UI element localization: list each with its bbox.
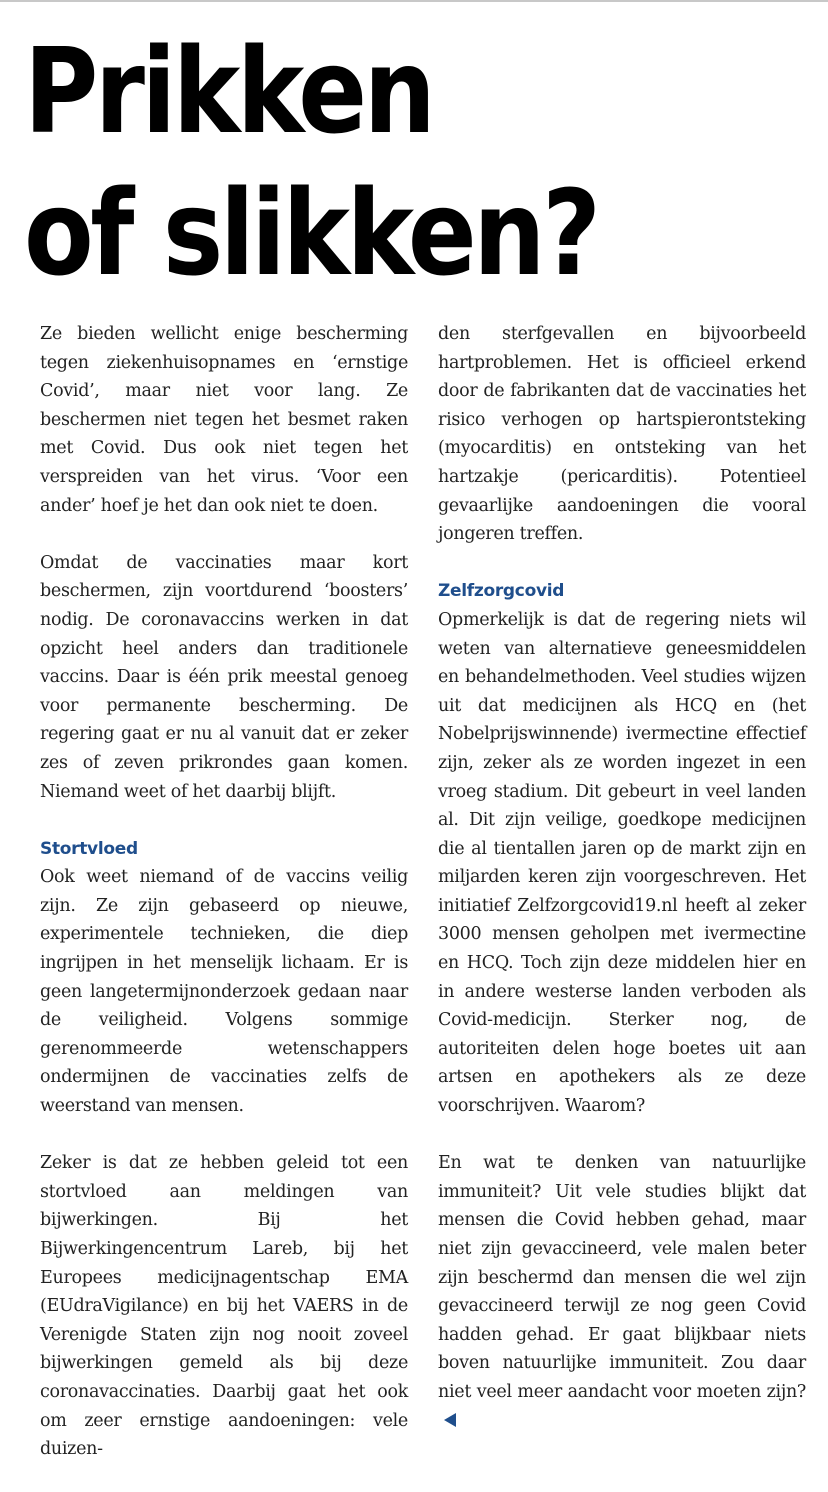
paragraph: Ook weet niemand of de vaccins veilig zijn. Ze zijn gebaseerd op nieuwe, experimentele technieken, die diep ingrijpen in het menselijk lichaam. Er is geen langetermijnonderzoek gedaan naar de veiligheid. Volgens sommige gerenommeerde wetenschappers ondermijnen de vaccinaties zelfs de weerstand van mensen. [40, 867, 408, 1117]
top-border [0, 0, 828, 2]
left-column [40, 320, 408, 1492]
end-of-article-triangle-icon [444, 1413, 456, 1427]
paragraph: den sterfgevallen en bijvoorbeeld hartproblemen. Het is officieel erkend door de fabrikanten dat de vaccinaties het risico verhogen op hartspierontsteking (myocarditis) en ontsteking van het hartzakje (pericarditis). Potentieel gevaarlijke aandoeningen die vooral jongeren treffen. [438, 324, 806, 545]
headline-line-2: of slikken? [24, 164, 598, 302]
headline [24, 20, 598, 304]
paragraph: Opmerkelijk is dat de regering niets wil weten van alternatieve geneesmiddelen en behandelmethoden. Veel studies wijzen uit dat medicijnen als HCQ en (het Nobelprijswinnende) ivermectine effectief zijn, zeker als ze worden ingezet in een vroeg stadium. Dit gebeurt in veel landen al. Dit zijn veilige, goedkope medicijnen die al tientallen jaren op de markt zijn en miljarden keren zijn voorgeschreven. Het initiatief Zelfzorgcovid19.nl heeft al zeker 3000 mensen geholpen met ivermectine en HCQ. Toch zijn deze middelen hier en in andere westerse landen verboden als Covid-medicijn. Sterker nog, de autoriteiten delen hoge boetes uit aan artsen en apothekers als ze deze voorschrijven. Waarom? [438, 609, 806, 1117]
final-paragraph [438, 1149, 806, 1435]
paragraph: Zeker is dat ze hebben geleid tot een stortvloed aan meldingen van bijwerkingen. Bij het Bijwerkingencentrum Lareb, bij het Europees medicijnagentschap EMA (EUdraVigilance) en bij het VAERS in de Verenigde Staten zijn nog nooit zoveel bijwerkingen gemeld als bij deze coronavaccinaties. Daarbij gaat het ook om zeer ernstige aandoeningen: vele duizen- [40, 1153, 408, 1460]
headline-line-1: Prikken [24, 22, 433, 160]
subheading-stortvloed: Stortvloed [40, 838, 138, 859]
right-column [438, 320, 806, 1464]
paragraph-text: En wat te denken van natuurlijke immuniteit? Uit vele studies blijkt dat mensen die Covid hebben gehad, maar niet zijn gevaccineerd, vele malen beter zijn beschermd dan mensen die wel zijn gevaccineerd terwijl ze nog geen Covid hadden gehad. Er gaat blijkbaar niets boven natuurlijke immuniteit. Zou daar niet veel meer aandacht voor moeten zijn? [438, 1153, 806, 1402]
paragraph: Omdat de vaccinaties maar kort beschermen, zijn voortdurend ‘boosters’ nodig. De coronavaccins werken in dat opzicht heel anders dan traditionele vaccins. Daar is één prik meestal genoeg voor permanente bescherming. De regering gaat er nu al vanuit dat er zeker zes of zeven prikrondes gaan komen. Niemand weet of het daarbij blijft. [40, 552, 408, 802]
subheading-zelfzorgcovid: Zelfzorgcovid [438, 581, 565, 602]
paragraph: Ze bieden wellicht enige bescherming tegen ziekenhuisopnames en ‘ernstige Covid’, maar niet voor lang. Ze beschermen niet tegen het besmet raken met Covid. Dus ook niet tegen het verspreiden van het virus. ‘Voor een ander’ hoef je het dan ook niet te doen. [40, 324, 408, 516]
